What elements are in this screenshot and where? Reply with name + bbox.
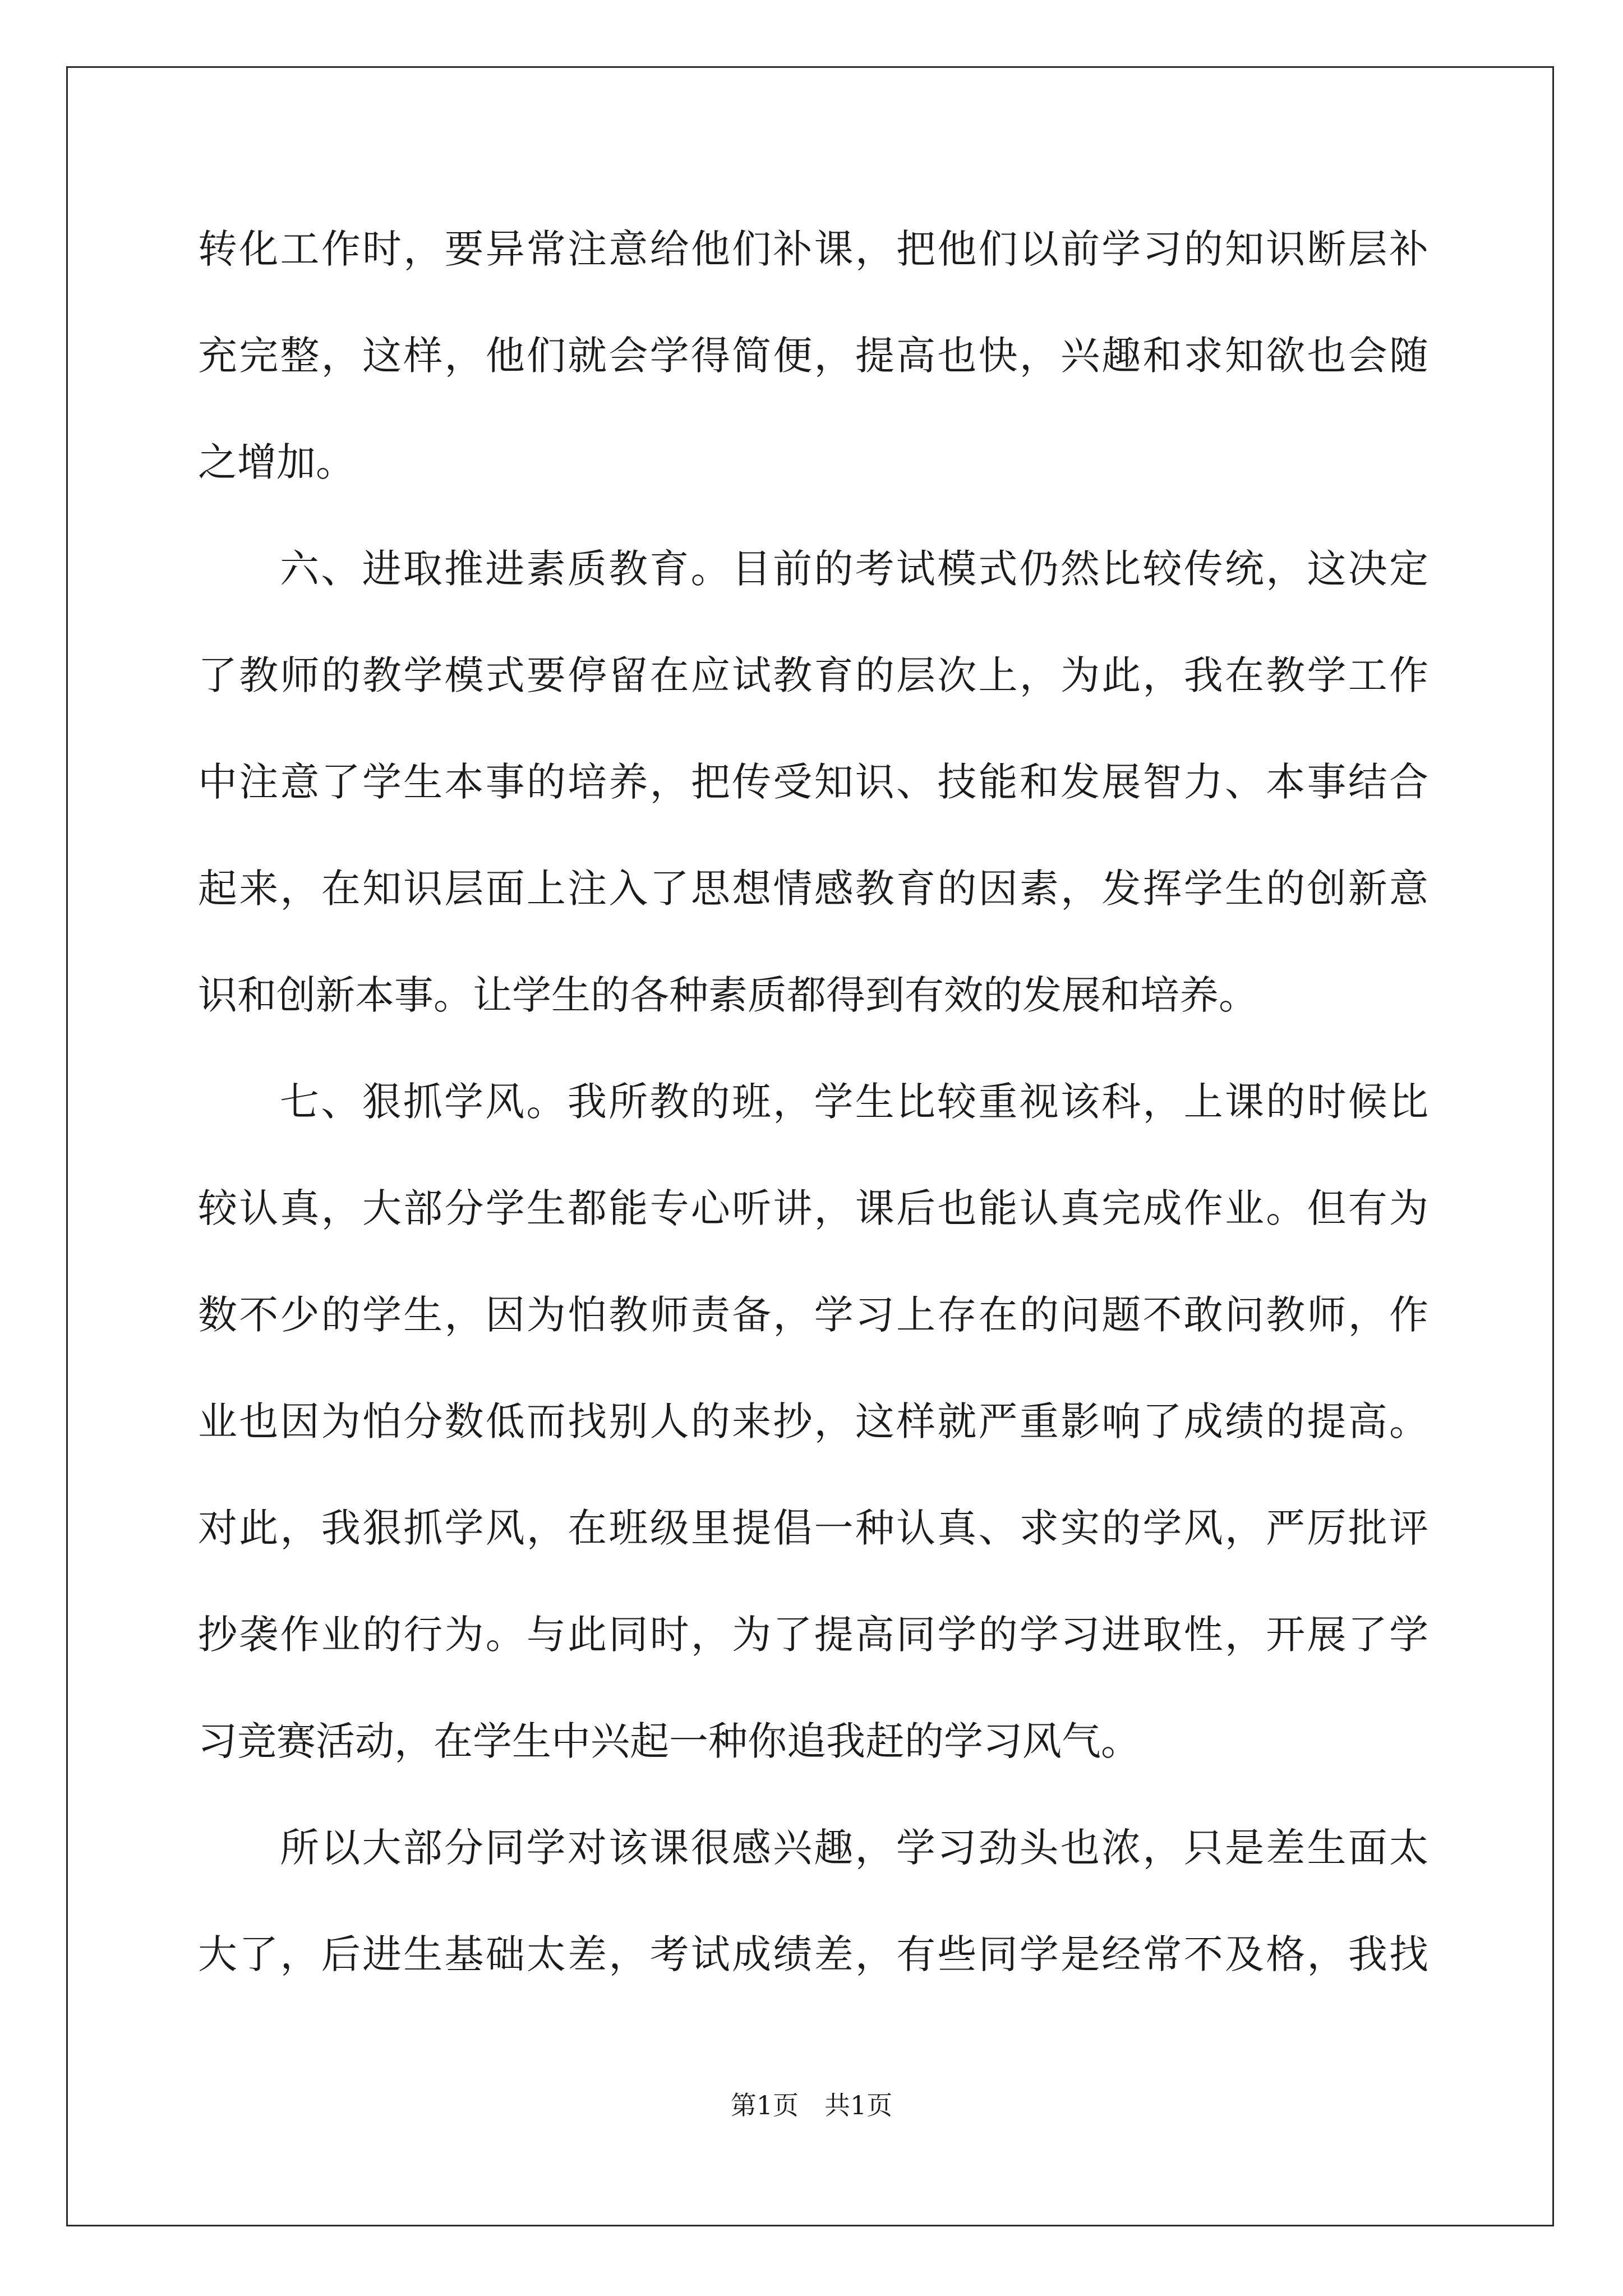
paragraph-section-seven — [198, 1048, 1428, 1795]
text-line: 充完整，这样，他们就会学得简便，提高也快，兴趣和求知欲也会随 — [198, 333, 1428, 379]
text-line: 数不少的学生，因为怕教师责备，学习上存在的问题不敢问教师，作 — [198, 1292, 1428, 1338]
text-line: 了教师的教学模式要停留在应试教育的层次上，为此，我在教学工作 — [198, 652, 1428, 698]
text-line: 对此，我狠抓学风，在班级里提倡一种认真、求实的学风，严厉批评 — [198, 1505, 1428, 1551]
paragraph-section-six — [198, 516, 1428, 1048]
text-line: 中注意了学生本事的培养，把传受知识、技能和发展智力、本事结合 — [198, 759, 1428, 805]
page-number-footer: 第1页 共1页 — [730, 2090, 893, 2120]
paragraph-conclusion — [198, 1795, 1428, 2008]
text-line: 抄袭作业的行为。与此同时，为了提高同学的学习进取性，开展了学 — [198, 1612, 1428, 1658]
text-line: 业也因为怕分数低而找别人的来抄，这样就严重影响了成绩的提高。 — [198, 1398, 1428, 1444]
text-line: 习竞赛活动，在学生中兴起一种你追我赶的学习风气。 — [198, 1718, 1140, 1764]
text-line: 七、狠抓学风。我所教的班，学生比较重视该科，上课的时候比 — [280, 1079, 1428, 1125]
text-line: 转化工作时，要异常注意给他们补课，把他们以前学习的知识断层补 — [198, 226, 1428, 272]
document-body — [198, 196, 1428, 2008]
text-line: 之增加。 — [198, 439, 355, 485]
text-line: 起来，在知识层面上注入了思想情感教育的因素，发挥学生的创新意 — [198, 866, 1428, 912]
text-line: 所以大部分同学对该课很感兴趣，学习劲头也浓，只是差生面太 — [280, 1825, 1428, 1871]
text-line: 识和创新本事。让学生的各种素质都得到有效的发展和培养。 — [198, 972, 1258, 1018]
paragraph-continuation — [198, 196, 1428, 516]
text-line: 六、进取推进素质教育。目前的考试模式仍然比较传统，这决定 — [280, 546, 1428, 592]
text-line: 较认真，大部分学生都能专心听讲，课后也能认真完成作业。但有为 — [198, 1185, 1428, 1231]
text-line: 大了，后进生基础太差，考试成绩差，有些同学是经常不及格，我找 — [198, 1931, 1428, 1977]
